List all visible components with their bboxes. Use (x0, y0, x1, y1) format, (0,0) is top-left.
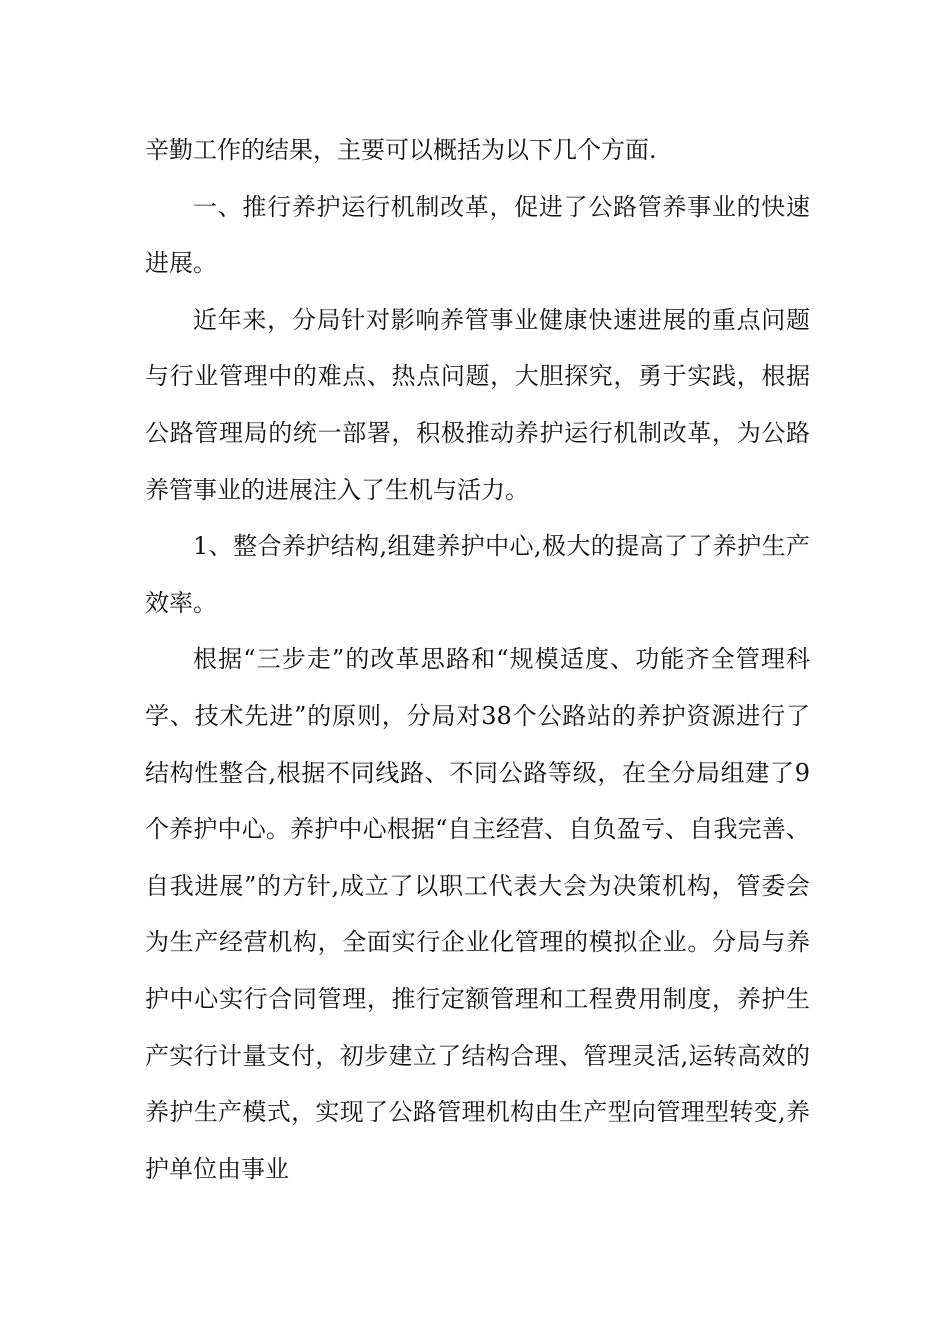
paragraph-subheading: 1、整合养护结构,组建养护中心,极大的提高了了养护生产效率。 (145, 532, 810, 617)
document-body (145, 122, 810, 1197)
paragraph-continuation: 辛勤工作的结果，主要可以概括为以下几个方面. (145, 136, 657, 164)
paragraph-section-heading: 一、推行养护运行机制改革，促进了公路管养事业的快速进展。 (145, 192, 810, 278)
paragraph-body: 根据“三步走”的改革思路和“规模适度、功能齐全管理科学、技术先进”的原则，分局对38个公路站的养护资源进行了结构性整合,根据不同线路、不同公路等级，在全分局组建了9个养护中心。养护中心根据“自主经营、自负盈亏、自我完善、自我进展”的方针,成立了以职工代表大会为决策机构，管委会为生产经营机构，全面实行企业化管理的模拟企业。分局与养护中心实行合同管理，推行定额管理和工程费用制度，养护生产实行计量支付，初步建立了结构合理、管理灵活,运转高效的养护生产模式，实现了公路管理机构由生产型向管理型转变,养护单位由事业 (145, 645, 810, 1183)
paragraph-intro: 近年来，分局针对影响养管事业健康快速进展的重点问题与行业管理中的难点、热点问题，大胆探究，勇于实践，根据公路管理局的统一部署，积极推动养护运行机制改革，为公路养管事业的进展注入了生机与活力。 (145, 305, 810, 504)
